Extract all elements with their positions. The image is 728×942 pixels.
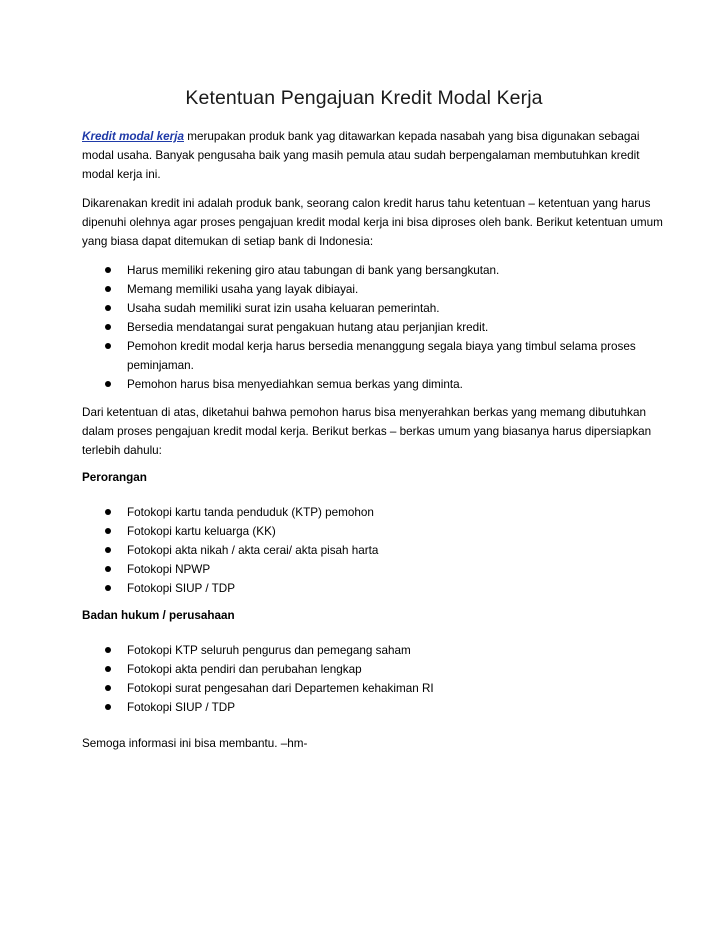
list-item: Fotokopi kartu tanda penduduk (KTP) pemohon: [82, 503, 642, 522]
list-item: Pemohon harus bisa menyediahkan semua berkas yang diminta.: [82, 375, 642, 394]
bullet-icon: [105, 585, 111, 591]
bullet-icon: [105, 547, 111, 553]
paragraph-berkas: Dari ketentuan di atas, diketahui bahwa pemohon harus bisa menyerahkan berkas yang memang dibutuhkan dalam proses pengajuan kredit modal kerja. Berikut berkas – berkas umum yang biasanya harus dipersiapkan terlebih dahulu:: [82, 406, 652, 457]
list-item: Memang memiliki usaha yang layak dibiayai.: [82, 280, 642, 299]
list-item: Fotokopi KTP seluruh pengurus dan pemegang saham: [82, 641, 642, 660]
closing-line: Semoga informasi ini bisa membantu. –hm-: [82, 737, 308, 750]
page-title: Ketentuan Pengajuan Kredit Modal Kerja: [185, 87, 543, 109]
bullet-icon: [105, 305, 111, 311]
bullet-icon: [105, 566, 111, 572]
list-item: Bersedia mendatangai surat pengakuan hutang atau perjanjian kredit.: [82, 318, 642, 337]
badan-hukum-list: [82, 641, 642, 717]
bullet-icon: [105, 381, 111, 387]
bullet-icon: [105, 324, 111, 330]
paragraph-ketentuan: Dikarenakan kredit ini adalah produk bank, seorang calon kredit harus tahu ketentuan – ketentuan yang harus dipenuhi olehnya agar proses pengajuan kredit modal kerja ini bisa diproses oleh bank. Berikut ketentuan umum yang biasa dapat ditemukan di setiap bank di Indonesia:: [82, 197, 663, 248]
list-item: Fotokopi akta pendiri dan perubahan lengkap: [82, 660, 642, 679]
bullet-icon: [105, 704, 111, 710]
list-item: Fotokopi SIUP / TDP: [82, 579, 642, 598]
intro-paragraph: [82, 127, 672, 184]
list-item: Usaha sudah memiliki surat izin usaha keluaran pemerintah.: [82, 299, 642, 318]
list-item: Fotokopi akta nikah / akta cerai/ akta pisah harta: [82, 541, 642, 560]
bullet-icon: [105, 647, 111, 653]
kredit-modal-kerja-link[interactable]: Kredit modal kerja: [82, 130, 184, 143]
bullet-icon: [105, 528, 111, 534]
heading-badan-hukum: Badan hukum / perusahaan: [82, 609, 235, 622]
bullet-icon: [105, 343, 111, 349]
list-item: Fotokopi surat pengesahan dari Departemen kehakiman RI: [82, 679, 642, 698]
list-item: Fotokopi SIUP / TDP: [82, 698, 642, 717]
bullet-icon: [105, 267, 111, 273]
heading-perorangan: Perorangan: [82, 471, 147, 484]
list-item: Harus memiliki rekening giro atau tabungan di bank yang bersangkutan.: [82, 261, 642, 280]
intro-text: merupakan produk bank yag ditawarkan kepada nasabah yang bisa digunakan sebagai modal usaha. Banyak pengusaha baik yang masih pemula atau sudah berpengalaman membutuhkan kredit modal kerja ini.: [82, 130, 640, 181]
perorangan-list: [82, 503, 642, 598]
list-item: Fotokopi kartu keluarga (KK): [82, 522, 642, 541]
list-item: Fotokopi NPWP: [82, 560, 642, 579]
bullet-icon: [105, 666, 111, 672]
bullet-icon: [105, 509, 111, 515]
bullet-icon: [105, 685, 111, 691]
bullet-icon: [105, 286, 111, 292]
list-item: Pemohon kredit modal kerja harus bersedia menanggung segala biaya yang timbul selama proses peminjaman.: [82, 337, 642, 375]
requirements-list: [82, 261, 642, 394]
